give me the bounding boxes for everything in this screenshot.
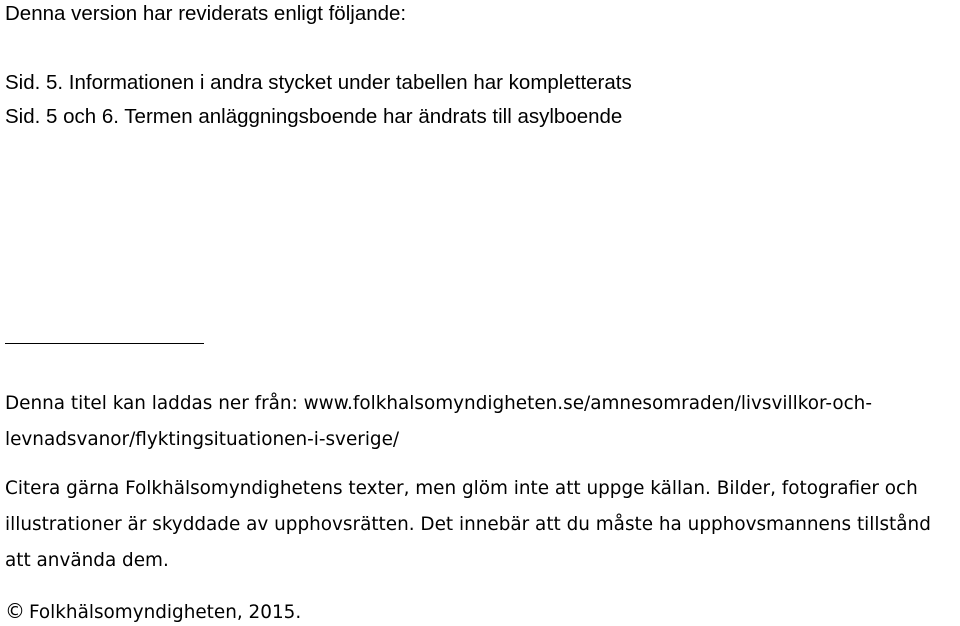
citation-text-line-1: Citera gärna Folkhälsomyndighetens texter, men glöm inte att uppge källan. Bilder, fotografier och: [5, 478, 918, 499]
revision-item-1: Sid. 5. Informationen i andra stycket under tabellen har kompletterats: [5, 71, 632, 94]
separator-rule: [5, 343, 204, 344]
revision-heading: Denna version har reviderats enligt följande:: [5, 2, 407, 25]
download-text-line-2: levnadsvanor/flyktingsituationen-i-sverige/: [5, 429, 400, 450]
citation-text-line-3: att använda dem.: [5, 550, 169, 571]
download-text-line-1: Denna titel kan laddas ner från: www.folkhalsomyndigheten.se/amnesomraden/livsvillkor-och-: [5, 393, 872, 414]
copyright-icon: ©: [5, 599, 25, 623]
copyright-text: Folkhälsomyndigheten, 2015.: [29, 602, 302, 623]
revision-item-2: Sid. 5 och 6. Termen anläggningsboende har ändrats till asylboende: [5, 105, 623, 128]
citation-text-line-2: illustrationer är skyddade av upphovsrätten. Det innebär att du måste ha upphovsmannens tillstånd: [5, 514, 931, 535]
copyright-line: [5, 601, 301, 622]
